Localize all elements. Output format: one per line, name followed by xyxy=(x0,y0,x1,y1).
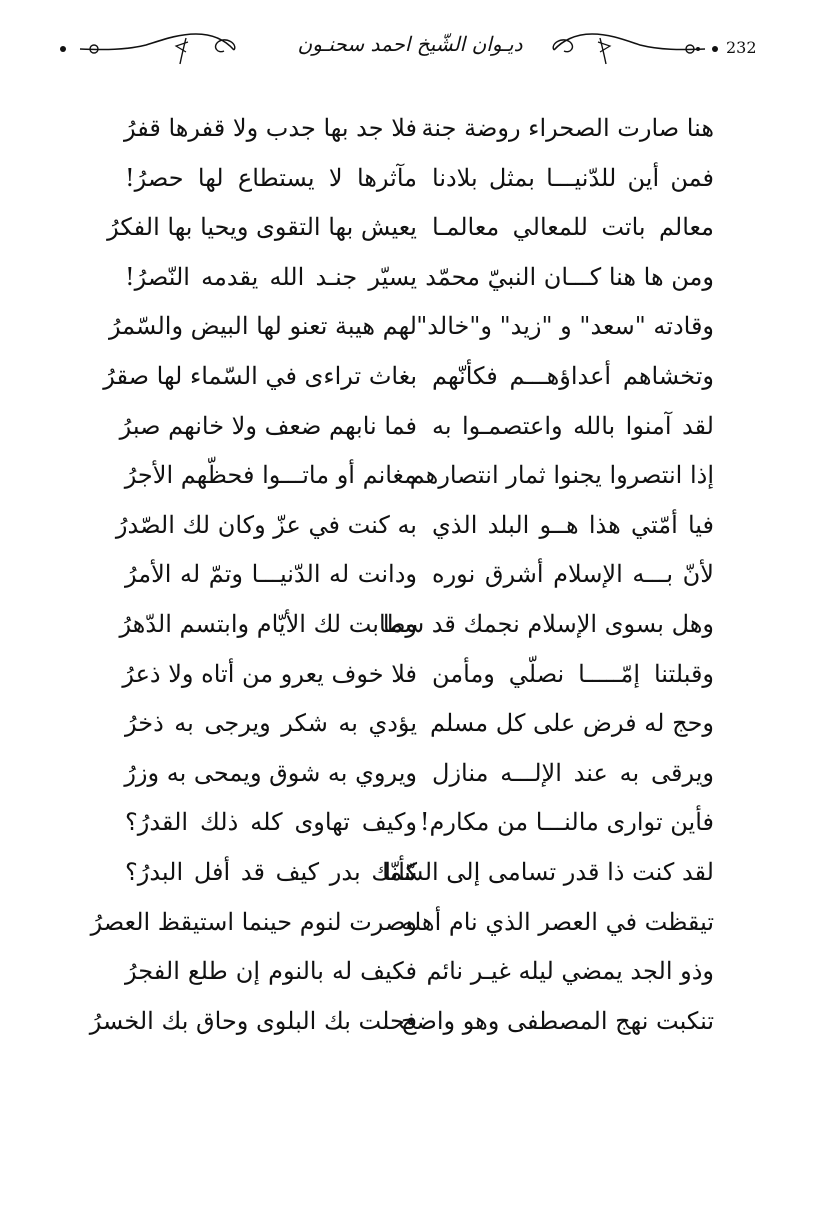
verse-first-hemistich: ومن ها هنا كـــان النبيّ محمّد xyxy=(425,262,714,291)
verse-second-hemistich: ودانت له الدّنيـــا وتمّ له الأمرُ xyxy=(125,560,417,589)
verse-first-hemistich: فيا أمّتي هذا هــو البلد الذي xyxy=(432,510,714,539)
verse-second-hemistich: فلا جد بها جدب ولا قفرها قفرُ xyxy=(123,114,417,142)
verse-first-hemistich: لأنّ بـــه الإسلام أشرق نوره xyxy=(432,560,714,589)
ornament-left-icon xyxy=(74,28,246,72)
verse-line xyxy=(0,154,822,204)
verse-first-hemistich: وقادته "سعد" و "زيد" و"خالد" xyxy=(416,312,714,341)
verse-second-hemistich: مغانم أو ماتـــوا فحظّهم الأجرُ xyxy=(124,461,417,490)
verse-first-hemistich: لقد آمنوا بالله واعتصمـوا به xyxy=(432,411,714,440)
ornament-right-icon xyxy=(540,28,710,72)
verse-second-hemistich: وطابت لك الأيّام وابتسم الدّهرُ xyxy=(119,609,417,638)
verse-line xyxy=(0,699,822,749)
verse-first-hemistich: إذا انتصروا يجنوا ثمار انتصارهم xyxy=(409,461,714,490)
verse-second-hemistich: مآثرها لا يستطاع لها حصرُ! xyxy=(125,163,417,192)
verse-second-hemistich: فكيف له بالنوم إن طلع الفجرُ xyxy=(125,957,417,986)
verse-first-hemistich: فمن أين للدّنيـــا بمثل بلادنا xyxy=(432,163,714,192)
verse-line xyxy=(0,104,822,154)
verse-first-hemistich: وحج له فرض على كل مسلم xyxy=(429,709,714,738)
verse-line xyxy=(0,947,822,997)
verse-line xyxy=(0,302,822,352)
verse-line xyxy=(0,550,822,600)
verse-second-hemistich: فحلت بك البلوى وحاق بك الخسرُ xyxy=(89,1006,417,1035)
poem-body xyxy=(0,104,822,1046)
verse-line xyxy=(0,848,822,898)
verse-second-hemistich: به كنت في عزّ وكان لك الصّدرُ xyxy=(115,510,417,539)
verse-line xyxy=(0,749,822,799)
verse-first-hemistich: وقبلتنا إمّـــــا نصلّي ومأمن xyxy=(432,659,714,688)
verse-second-hemistich: فلا خوف يعرو من أتاه ولا ذعرُ xyxy=(122,659,417,688)
verse-first-hemistich: تيقظت في العصر الذي نام أهله xyxy=(401,907,714,936)
verse-line xyxy=(0,451,822,501)
verse-line xyxy=(0,997,822,1047)
verse-line xyxy=(0,650,822,700)
verse-line xyxy=(0,600,822,650)
verse-first-hemistich: هنا صارت الصحراء روضة جنة xyxy=(421,114,714,142)
verse-first-hemistich: ويرقى به عند الإلـــه منازل xyxy=(432,758,714,787)
verse-line xyxy=(0,898,822,948)
verse-second-hemistich: بغاث تراءى في السّماء لها صقرُ xyxy=(103,361,417,390)
verse-line xyxy=(0,798,822,848)
header-dot-left xyxy=(60,46,66,52)
verse-second-hemistich: كأنّك بدر كيف قد أفل البدرُ؟ xyxy=(125,857,417,886)
verse-second-hemistich: وصرت لنوم حينما استيقظ العصرُ xyxy=(90,907,417,936)
verse-first-hemistich: لقد كنت ذا قدر تسامى إلى السّما xyxy=(382,857,714,886)
verse-first-hemistich: وذو الجد يمضي ليله غيـر نائم xyxy=(426,957,714,986)
verse-second-hemistich: وكيف تهاوى كله ذلك القدرُ؟ xyxy=(125,808,417,837)
verse-second-hemistich: يؤدي به شكر ويرجى به ذخرُ xyxy=(125,709,417,738)
verse-second-hemistich: ويروي به شوق ويمحى به وزرُ xyxy=(124,758,417,787)
verse-line xyxy=(0,203,822,253)
verse-second-hemistich: فما نابهم ضعف ولا خانهم صبرُ xyxy=(119,411,417,440)
verse-first-hemistich: فأين توارى مالنـــا من مكارم! xyxy=(419,808,714,837)
verse-first-hemistich: وتخشاهم أعداؤهـــم فكأنّهم xyxy=(432,361,714,390)
verse-first-hemistich: تنكبت نهج المصطفى وهو واضح xyxy=(400,1006,714,1035)
verse-second-hemistich: يسيّر جنـد الله يقدمه النّصرُ! xyxy=(125,262,417,291)
verse-first-hemistich: معالم باتت للمعالي معالمـا xyxy=(432,213,714,242)
page-header xyxy=(0,22,822,78)
header-dot-right xyxy=(712,46,718,52)
verse-second-hemistich: لهم هيبة تعنو لها البيض والسّمرُ xyxy=(108,312,417,341)
verse-first-hemistich: وهل بسوى الإسلام نجمك قد سما xyxy=(382,609,714,638)
header-title: ديـوان الشّيخ احمد سحنـون xyxy=(297,32,523,56)
verse-second-hemistich: يعيش بها التقوى ويحيا بها الفكرُ xyxy=(107,213,417,242)
verse-line xyxy=(0,402,822,452)
page-number: 232 xyxy=(726,38,757,57)
verse-line xyxy=(0,352,822,402)
verse-line xyxy=(0,253,822,303)
verse-line xyxy=(0,501,822,551)
